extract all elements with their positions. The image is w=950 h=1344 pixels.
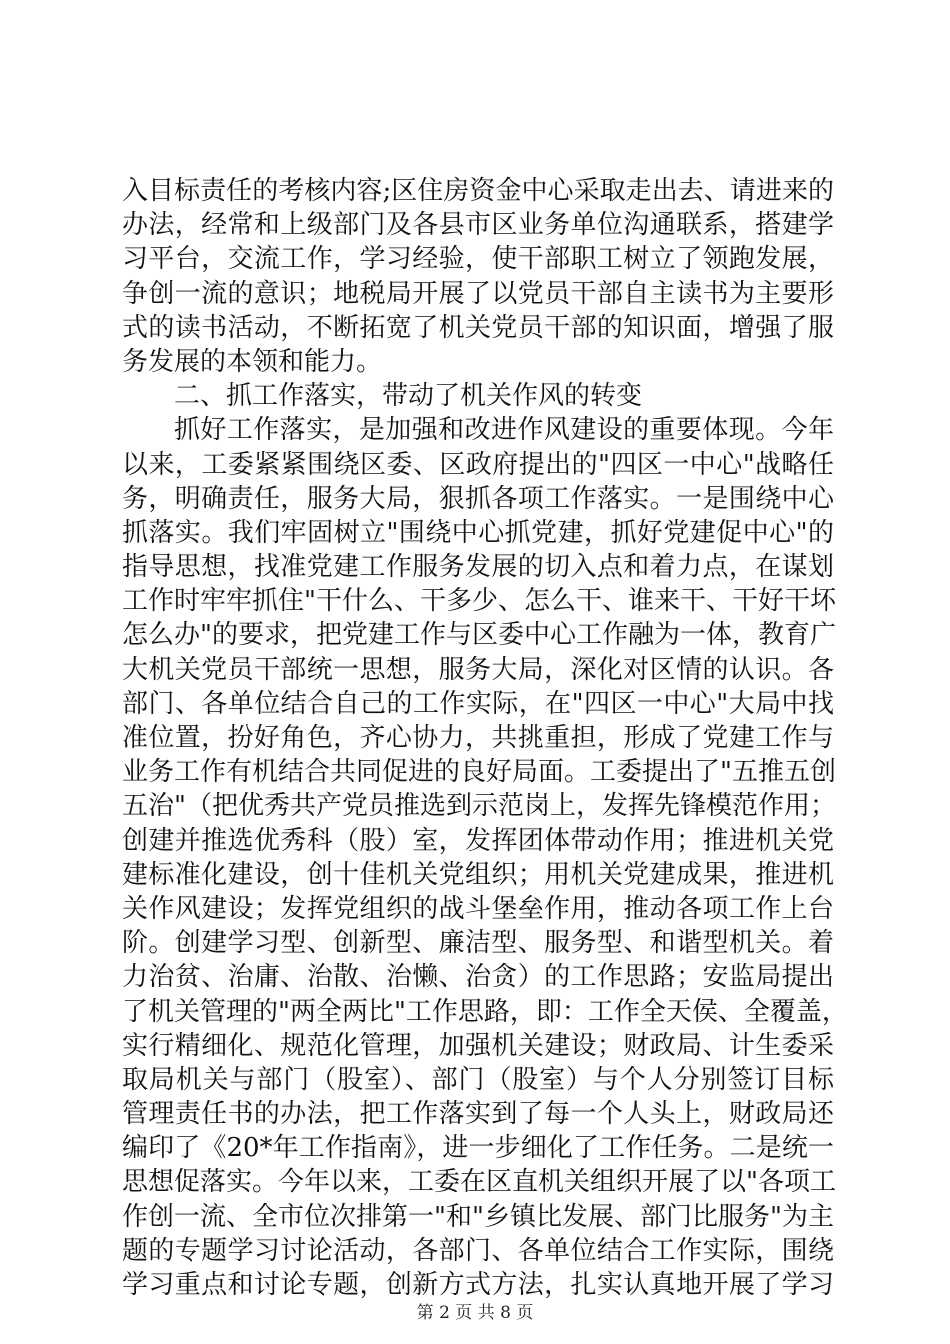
- text-line: 管理责任书的办法，把工作落实到了每一个人头上，财政局还: [122, 1099, 834, 1130]
- text-line: 学习重点和讨论专题，创新方式方法，扎实认真地开展了学习: [122, 1270, 834, 1300]
- text-line: 阶。创建学习型、创新型、廉洁型、服务型、和谐型机关。着: [122, 928, 834, 959]
- text-line: 二、抓工作落实，带动了机关作风的转变: [174, 381, 643, 412]
- text-line: 以来，工委紧紧围绕区委、区政府提出的"四区一中心"战略任: [122, 449, 834, 480]
- text-line: 抓好工作落实，是加强和改进作风建设的重要体现。今年: [174, 415, 834, 446]
- text-line: 部门、各单位结合自己的工作实际，在"四区一中心"大局中找: [122, 688, 834, 719]
- text-line: 务，明确责任，服务大局，狠抓各项工作落实。一是围绕中心: [122, 483, 834, 514]
- text-line: 式的读书活动，不断拓宽了机关党员干部的知识面，增强了服: [122, 312, 834, 343]
- text-line: 题的专题学习讨论活动，各部门、各单位结合工作实际，围绕: [122, 1235, 834, 1266]
- text-line: 争创一流的意识；地税局开展了以党员干部自主读书为主要形: [122, 278, 834, 309]
- text-line: 力治贫、治庸、治散、治懒、治贪）的工作思路；安监局提出: [122, 962, 834, 993]
- text-line: 实行精细化、规范化管理，加强机关建设；财政局、计生委采: [122, 1030, 834, 1061]
- text-line: 编印了《20*年工作指南》，进一步细化了工作任务。二是统一: [122, 1133, 834, 1164]
- text-line: 怎么办"的要求，把党建工作与区委中心工作融为一体，教育广: [122, 620, 836, 651]
- text-line: 指导思想，找准党建工作服务发展的切入点和着力点，在谋划: [122, 552, 834, 583]
- text-line: 创建并推选优秀科（股）室，发挥团体带动作用；推进机关党: [122, 825, 834, 856]
- text-line: 务发展的本领和能力。: [122, 346, 383, 377]
- text-line: 入目标责任的考核内容;区住房资金中心采取走出去、请进来的: [122, 176, 834, 206]
- text-line: 抓落实。我们牢固树立"围绕中心抓党建，抓好党建促中心"的: [122, 517, 834, 548]
- text-line: 作创一流、全市位次排第一"和"乡镇比发展、部门比服务"为主: [122, 1201, 834, 1232]
- text-line: 思想促落实。今年以来，工委在区直机关组织开展了以"各项工: [122, 1167, 836, 1198]
- text-line: 了机关管理的"两全两比"工作思路，即：工作全天侯、全覆盖，: [122, 996, 848, 1027]
- text-line: 办法，经常和上级部门及各县市区业务单位沟通联系，搭建学: [122, 210, 834, 241]
- text-line: 五治"（把优秀共产党员推选到示范岗上，发挥先锋模范作用；: [122, 791, 836, 822]
- page-footer: 第 2 页 共 8 页: [416, 1303, 534, 1323]
- document-body: [122, 174, 848, 1302]
- text-line: 工作时牢牢抓住"干什么、干多少、怎么干、谁来干、干好干坏: [122, 586, 836, 617]
- text-line: 建标准化建设，创十佳机关党组织；用机关党建成果，推进机: [122, 859, 834, 890]
- text-line: 大机关党员干部统一思想，服务大局，深化对区情的认识。各: [122, 654, 834, 685]
- text-line: 准位置，扮好角色，齐心协力，共挑重担，形成了党建工作与: [122, 723, 834, 753]
- text-line: 取局机关与部门（股室）、部门（股室）与个人分别签订目标: [122, 1064, 834, 1095]
- text-line: 业务工作有机结合共同促进的良好局面。工委提出了"五推五创: [122, 757, 836, 788]
- text-line: 习平台，交流工作，学习经验，使干部职工树立了领跑发展，: [122, 244, 834, 275]
- text-line: 关作风建设；发挥党组织的战斗堡垒作用，推动各项工作上台: [122, 893, 834, 924]
